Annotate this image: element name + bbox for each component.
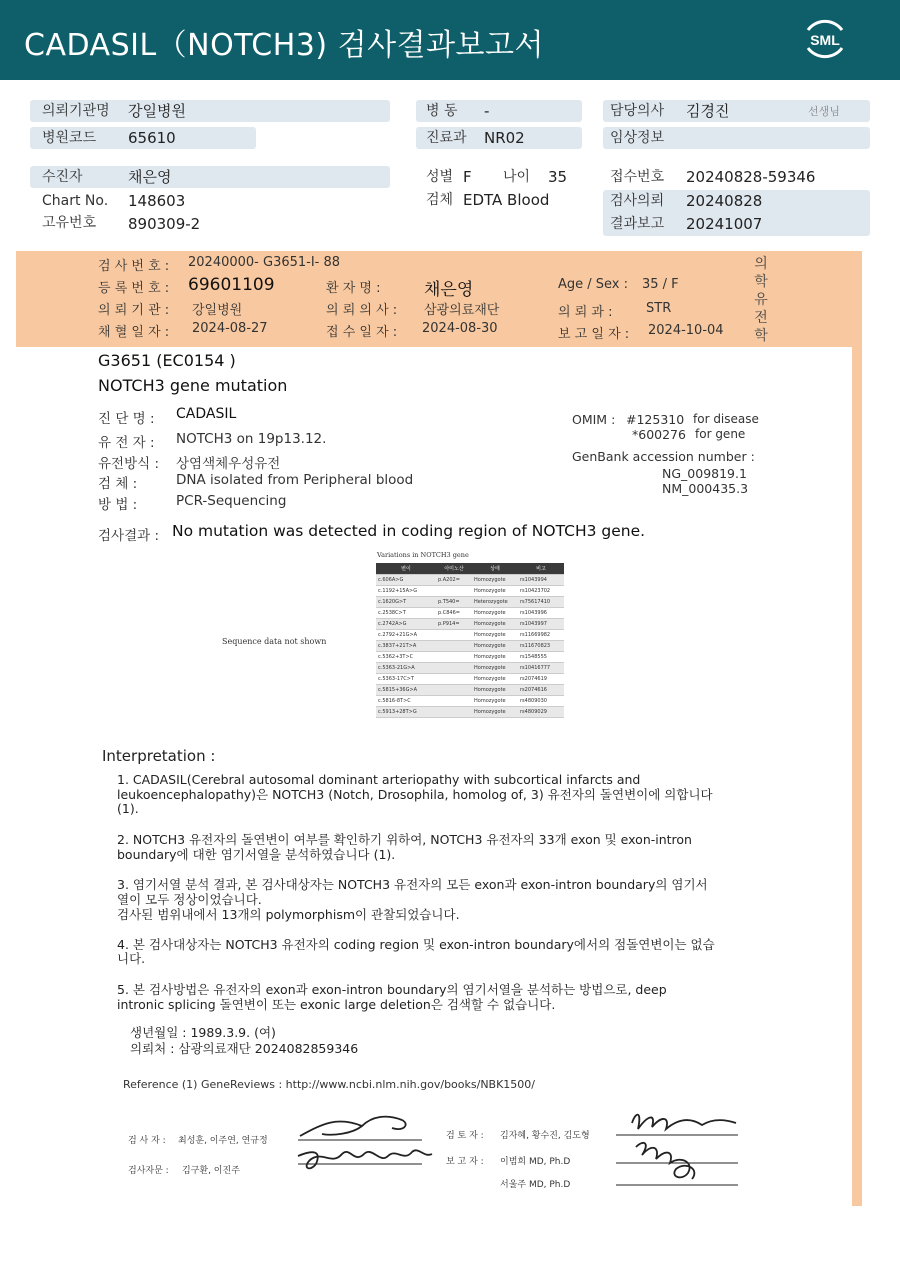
interp-line: 1. CADASIL(Cerebral autosomal dominant arteriopathy with subcortical infarcts and	[117, 772, 641, 787]
recv-date-label: 접 수 일 자 :	[326, 325, 398, 340]
interp-line: intronic splicing 돌연변이 또는 exonic large deletion은 검색할 수 없습니다.	[117, 997, 556, 1012]
variation-cell: rs1548555	[518, 651, 564, 662]
report-date-label: 보 고 일 자 :	[558, 327, 630, 342]
report-value: 20241007	[686, 215, 763, 233]
agesex-label: Age / Sex :	[558, 277, 629, 292]
recv-date-value: 2024-08-30	[422, 321, 498, 336]
variation-cell	[436, 706, 472, 717]
patient-label: 수진자	[42, 169, 83, 185]
variation-cell: Homozygote	[472, 629, 518, 640]
interp-line: 5. 본 검사방법은 유전자의 exon과 exon-intron boundary의 염기서열을 분석하는 방법으로, deep	[117, 982, 667, 997]
report-label: 결과보고	[610, 216, 665, 232]
genbank-ng: NG_009819.1	[662, 466, 747, 481]
variation-cell: c.1620G>T	[376, 596, 436, 607]
reporter-label: 보 고 자 :	[446, 1157, 484, 1167]
variation-cell: c.606A>G	[376, 574, 436, 585]
variation-cell: c.5363-17C>T	[376, 673, 436, 684]
clinical-label: 임상정보	[610, 130, 665, 146]
variation-cell: rs75617410	[518, 596, 564, 607]
logo-text: SML	[810, 32, 840, 48]
omim-gene: *600276	[632, 427, 686, 442]
variation-col-header: 아미노산	[436, 563, 472, 574]
dept-label: 진료과	[426, 130, 467, 146]
variation-cell: rs1043997	[518, 618, 564, 629]
ward-label: 병 동	[426, 103, 458, 119]
variation-cell: Homozygote	[472, 673, 518, 684]
hospital-code-value: 65610	[128, 129, 176, 147]
variation-cell: rs1043996	[518, 607, 564, 618]
variation-row	[376, 640, 564, 651]
variation-cell: rs4809029	[518, 706, 564, 717]
reg-no-label: 등 록 번 호 :	[98, 281, 170, 296]
diag-value: CADASIL	[176, 406, 237, 422]
variation-cell: Homozygote	[472, 585, 518, 596]
variation-cell: p.P914=	[436, 618, 472, 629]
chart-value: 148603	[128, 192, 186, 210]
sex-value: F	[463, 168, 472, 186]
variation-cell: c.5816-8T>C	[376, 695, 436, 706]
doctor-suffix: 선생님	[808, 105, 840, 118]
variation-cell: Homozygote	[472, 607, 518, 618]
variation-cell	[436, 662, 472, 673]
institution-label: 의뢰기관명	[42, 103, 110, 119]
report-date-value: 2024-10-04	[648, 323, 724, 338]
patient-name-value: 채은영	[424, 280, 474, 300]
req-doctor-label: 의 뢰 의 사 :	[326, 303, 398, 318]
sample-label: 검 체 :	[98, 476, 138, 492]
variation-row	[376, 684, 564, 695]
variation-cell	[436, 585, 472, 596]
variation-cell: c.5363-21G>A	[376, 662, 436, 673]
tester-signature	[292, 1106, 442, 1186]
variation-row	[376, 629, 564, 640]
interp-line: boundary에 대한 염기서열을 분석하였습니다 (1).	[117, 847, 396, 862]
variation-row	[376, 596, 564, 607]
doctor-label: 담당의사	[610, 103, 665, 119]
diag-label: 진 단 명 :	[98, 411, 155, 427]
ward-value: -	[484, 102, 490, 120]
variation-cell: c.5913+28T>G	[376, 706, 436, 717]
variation-cell: rs2074616	[518, 684, 564, 695]
method-label: 방 법 :	[98, 497, 138, 513]
variation-cell: Homozygote	[472, 574, 518, 585]
reviewer-names: 김자혜, 황수진, 김도형	[500, 1131, 590, 1141]
variation-col-header: 변이	[376, 563, 436, 574]
variation-cell: c.2792+21G>A	[376, 629, 436, 640]
referrer: 의뢰처 : 삼광의료재단 2024082859346	[130, 1041, 359, 1056]
specimen-value: EDTA Blood	[463, 191, 550, 209]
request-value: 20240828	[686, 192, 763, 210]
advisor-names: 김구환, 이진주	[182, 1166, 240, 1176]
omim-label: OMIM :	[572, 412, 616, 427]
info-bar	[30, 166, 390, 188]
variation-cell: Homozygote	[472, 640, 518, 651]
agesex-value: 35 / F	[642, 277, 679, 292]
omim-gene-note: for gene	[695, 427, 746, 441]
gene-value: NOTCH3 on 19p13.12.	[176, 431, 327, 447]
age-value: 35	[548, 168, 568, 186]
variation-cell: c.2742A>G	[376, 618, 436, 629]
variation-cell: Homozygote	[472, 695, 518, 706]
variation-cell: rs10416777	[518, 662, 564, 673]
variation-col-header: 비고	[518, 563, 564, 574]
sample-value: DNA isolated from Peripheral blood	[176, 472, 414, 488]
variation-cell: Heterozygote	[472, 596, 518, 607]
variation-cell: rs2074619	[518, 673, 564, 684]
dept-value: NR02	[484, 129, 525, 147]
variation-cell: Homozygote	[472, 651, 518, 662]
genbank-nm: NM_000435.3	[662, 481, 749, 496]
age-label: 나이	[503, 169, 531, 185]
draw-date-value: 2024-08-27	[192, 321, 268, 336]
unique-label: 고유번호	[42, 215, 97, 231]
interp-line: 4. 본 검사대상자는 NOTCH3 유전자의 coding region 및 exon-intron boundary에서의 점돌연변이는 없습	[117, 937, 715, 952]
scanned-report	[16, 251, 862, 1206]
variation-cell: rs4809030	[518, 695, 564, 706]
receipt-value: 20240828-59346	[686, 168, 816, 186]
variation-row	[376, 618, 564, 629]
variation-col-header: 상태	[472, 563, 518, 574]
institution-value: 강일병원	[128, 102, 186, 120]
interp-line: 검사된 범위내에서 13개의 polymorphism이 관찰되었습니다.	[117, 907, 460, 922]
test-code: G3651 (EC0154 )	[98, 351, 236, 370]
reviewer-label: 검 토 자 :	[446, 1131, 484, 1141]
variation-table-title: Variations in NOTCH3 gene	[377, 551, 469, 559]
variation-cell: rs10423702	[518, 585, 564, 596]
variation-cell: Homozygote	[472, 618, 518, 629]
specimen-label: 검체	[426, 192, 454, 208]
report-header	[0, 0, 900, 80]
interp-line: 열이 모두 정상이었습니다.	[117, 892, 262, 907]
reviewer-signature	[612, 1103, 742, 1193]
variation-row	[376, 651, 564, 662]
gene-label: 유 전 자 :	[98, 435, 155, 451]
req-dept-label: 의 뢰 과 :	[558, 305, 613, 320]
patient-value: 채은영	[128, 168, 172, 186]
variation-cell	[436, 651, 472, 662]
result-label: 검사결과 :	[98, 528, 160, 544]
variation-cell: c.3837+21T>A	[376, 640, 436, 651]
variation-cell: Homozygote	[472, 662, 518, 673]
variation-row	[376, 662, 564, 673]
variation-cell	[436, 695, 472, 706]
variation-row	[376, 695, 564, 706]
advisor-label: 검사자문 :	[128, 1166, 169, 1176]
genbank-label: GenBank accession number :	[572, 449, 755, 464]
department-vertical-tab: 의 학 유 전 학	[754, 256, 768, 344]
variation-cell: p.T540=	[436, 596, 472, 607]
omim-disease: #125310	[626, 412, 685, 427]
sml-logo	[800, 14, 850, 64]
req-doctor-value: 삼광의료재단	[424, 303, 500, 318]
inst-value: 강일병원	[192, 303, 243, 318]
variation-cell: rs1043994	[518, 574, 564, 585]
variation-cell: c.5815+36G>A	[376, 684, 436, 695]
omim-disease-note: for disease	[693, 412, 759, 426]
variation-row	[376, 585, 564, 596]
reference: Reference (1) GeneReviews : http://www.ncbi.nlm.nih.gov/books/NBK1500/	[123, 1078, 536, 1091]
inst-label: 의 뢰 기 관 :	[98, 303, 170, 318]
inheritance-value: 상염색체우성유전	[176, 456, 281, 472]
req-dept-value: STR	[646, 301, 672, 316]
patient-name-label: 환 자 명 :	[326, 281, 381, 296]
variation-row	[376, 673, 564, 684]
sex-label: 성별	[426, 169, 454, 185]
scan-side-band	[852, 347, 862, 1206]
reporter-name-1: 이범희 MD, Ph.D	[500, 1157, 571, 1167]
interp-line: 3. 염기서열 분석 결과, 본 검사대상자는 NOTCH3 유전자의 모든 exon과 exon-intron boundary의 염기서	[117, 877, 708, 892]
interp-line: 니다.	[117, 951, 146, 966]
variation-cell	[436, 684, 472, 695]
hospital-code-label: 병원코드	[42, 130, 97, 146]
request-label: 검사의뢰	[610, 193, 665, 209]
receipt-label: 접수번호	[610, 169, 665, 185]
variation-cell: p.C846=	[436, 607, 472, 618]
variation-cell	[436, 629, 472, 640]
variation-cell: Homozygote	[472, 684, 518, 695]
variation-cell: p.A202=	[436, 574, 472, 585]
variation-cell	[436, 673, 472, 684]
test-no-value: 20240000- G3651-I- 88	[188, 255, 341, 270]
tester-label: 검 사 자 :	[128, 1136, 166, 1146]
inheritance-label: 유전방식 :	[98, 456, 160, 472]
variation-cell: c.5362+3T>C	[376, 651, 436, 662]
test-no-label: 검 사 번 호 :	[98, 259, 170, 274]
method-value: PCR-Sequencing	[176, 493, 287, 509]
variation-cell: rs11670823	[518, 640, 564, 651]
interpretation-title: Interpretation :	[102, 747, 216, 765]
variation-cell: Homozygote	[472, 706, 518, 717]
unique-value: 890309-2	[128, 215, 201, 233]
result-value: No mutation was detected in coding region of NOTCH3 gene.	[172, 522, 646, 540]
variation-row	[376, 607, 564, 618]
variation-cell	[436, 640, 472, 651]
birth-date: 생년월일 : 1989.3.9. (여)	[130, 1025, 276, 1040]
interp-line: leukoencephalopathy)은 NOTCH3 (Notch, Drosophila, homolog of, 3) 유전자의 돌연변이에 의합니다	[117, 787, 713, 802]
variation-row	[376, 706, 564, 717]
variation-cell: c.1192+15A>G	[376, 585, 436, 596]
variation-row	[376, 574, 564, 585]
draw-date-label: 채 혈 일 자 :	[98, 325, 170, 340]
doctor-value: 김경진	[686, 102, 730, 120]
interp-line: 2. NOTCH3 유전자의 돌연변이 여부를 확인하기 위하여, NOTCH3 유전자의 33개 exon 및 exon-intron	[117, 832, 692, 847]
variation-cell: c.2538C>T	[376, 607, 436, 618]
variation-cell: rs11669982	[518, 629, 564, 640]
report-title: CADASIL（NOTCH3) 검사결과보고서	[24, 28, 544, 63]
tester-names: 최성훈, 이주연, 연규정	[178, 1136, 268, 1146]
reg-no-value: 69601109	[188, 275, 275, 295]
chart-label: Chart No.	[42, 193, 109, 209]
interp-line: (1).	[117, 801, 139, 816]
sequence-note: Sequence data not shown	[222, 637, 327, 646]
test-name: NOTCH3 gene mutation	[98, 376, 288, 395]
variation-table	[376, 563, 564, 718]
reporter-name-2: 서울주 MD, Ph.D	[500, 1180, 571, 1190]
